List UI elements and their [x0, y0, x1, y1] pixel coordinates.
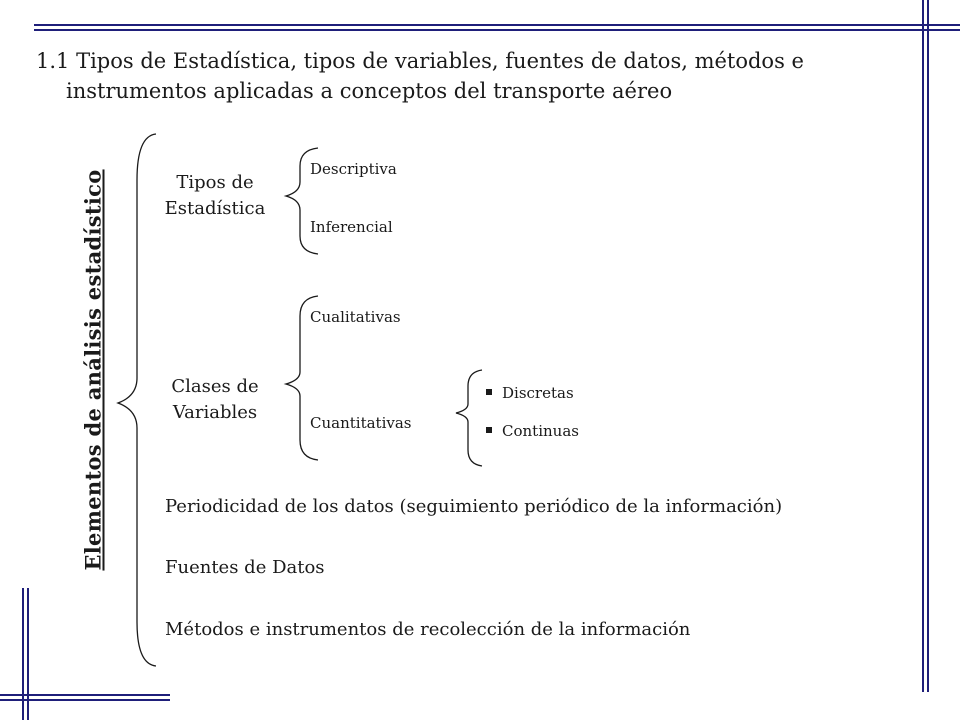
leaf-cuantitativas: Cuantitativas [310, 414, 412, 432]
leaf-cualitativas: Cualitativas [310, 308, 401, 326]
leaf-continuas-label: Continuas [502, 422, 579, 440]
leaf-descriptiva: Descriptiva [310, 160, 397, 178]
item-fuentes: Fuentes de Datos [165, 557, 325, 578]
leaf-continuas [486, 422, 579, 440]
tipos-node: Tipos de Estadística [164, 172, 266, 219]
leaf-inferencial: Inferencial [310, 218, 393, 236]
item-metodos: Métodos e instrumentos de recolección de la información [165, 619, 691, 640]
cuantitativas-brace [456, 370, 482, 466]
item-periodicidad: Periodicidad de los datos (seguimiento periódico de la información) [165, 496, 783, 517]
root-label: Elementos de análisis estadístico [80, 169, 106, 571]
leaf-discretas [486, 384, 574, 402]
bullet-square-icon [486, 389, 492, 395]
bullet-square-icon [486, 427, 492, 433]
page-title: 1.1 Tipos de Estadística, tipos de variables, fuentes de datos, métodos e instrumentos aplicadas a conceptos del transporte aéreo [36, 49, 804, 103]
leaf-discretas-label: Discretas [502, 384, 574, 402]
clases-node: Clases de Variables [171, 376, 259, 423]
